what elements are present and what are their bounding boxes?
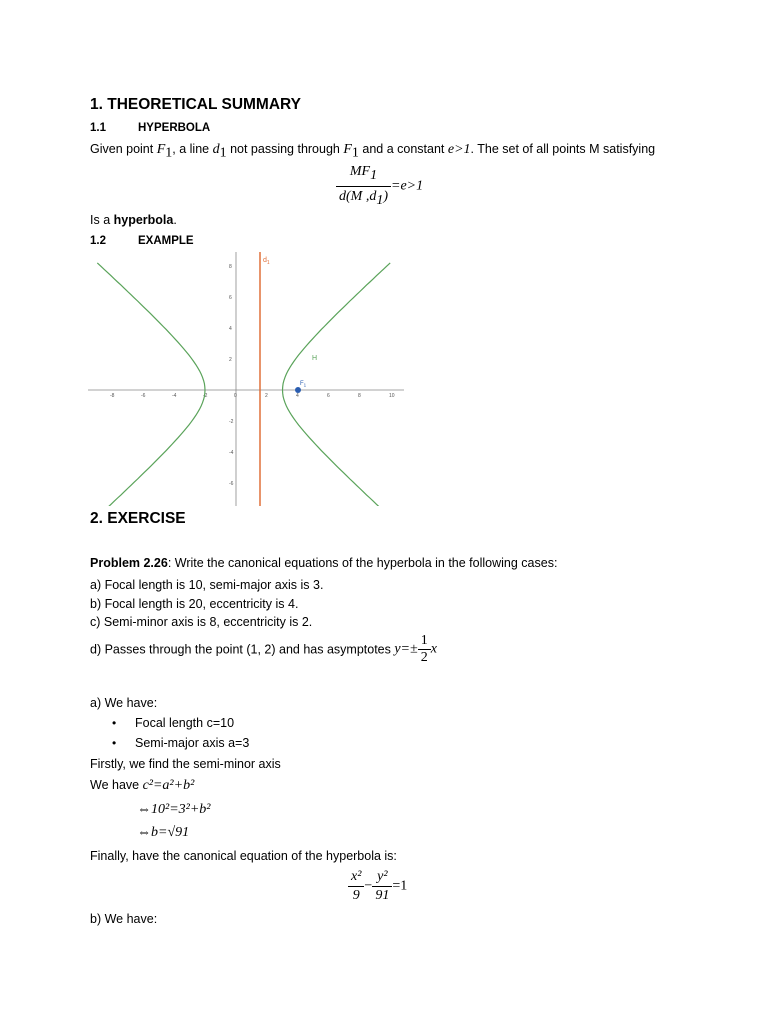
- bullet-dot: •: [112, 716, 117, 730]
- formula-fraction: [336, 162, 391, 211]
- fraction-x-num: x²: [348, 868, 364, 887]
- finally-line: Finally, have the canonical equation of the hyperbola is:: [90, 849, 397, 863]
- equation-line-1: [90, 778, 194, 794]
- case-a: a) Focal length is 10, semi-major axis is 3.: [90, 578, 324, 592]
- directrix-label: $d_1$: [263, 257, 270, 266]
- x-tick-label: -2: [203, 393, 208, 399]
- case-b: b) Focal length is 20, eccentricity is 4.: [90, 597, 299, 611]
- fraction-y-num: y²: [372, 868, 392, 887]
- fraction-x: [348, 868, 364, 905]
- def-point-f-sub: 1: [165, 145, 173, 161]
- y-tick-label: -4: [229, 450, 234, 456]
- case-d-math: y=±: [394, 641, 418, 657]
- formula-numerator: MF: [349, 164, 371, 179]
- is-a-end: .: [173, 213, 177, 227]
- minus-sign: −: [364, 878, 373, 894]
- y-tick-label: 4: [229, 326, 232, 332]
- x-tick-label: 8: [358, 393, 361, 399]
- problem-statement: [90, 556, 557, 570]
- formula-rhs: =e>1: [391, 178, 424, 194]
- problem-label: Problem 2.26: [90, 556, 168, 570]
- problem-text: : Write the canonical equations of the hyperbola in the following cases:: [167, 556, 558, 570]
- bullet-dot: •: [112, 736, 117, 750]
- is-a-text: Is a: [90, 213, 114, 227]
- case-d-x: x: [430, 641, 437, 657]
- fraction-x-den: 9: [352, 888, 360, 903]
- formula-denominator-end: ): [383, 188, 388, 204]
- fraction-y: [372, 868, 392, 905]
- def-line-d-sub: 1: [219, 145, 227, 161]
- case-d-fraction: [418, 633, 431, 666]
- case-d-numerator: 1: [418, 633, 431, 650]
- x-tick-label: -6: [141, 393, 146, 399]
- equation-rhs: =1: [392, 878, 408, 894]
- x-tick-label: 4: [296, 393, 299, 399]
- bullet-semi-major: Semi-major axis a=3: [135, 736, 250, 750]
- definition-formula: [336, 162, 423, 211]
- focus-point: [295, 387, 301, 393]
- formula-denominator: d(M ,d: [339, 188, 377, 204]
- subsection-number-2: 1.2: [90, 235, 106, 247]
- def-point-f: F: [156, 142, 166, 157]
- y-tick-label: -6: [229, 481, 234, 487]
- def-line-d: d: [212, 142, 220, 157]
- def-point-f-2-sub: 1: [351, 145, 359, 161]
- subsection-title-2: EXAMPLE: [138, 235, 194, 247]
- def-text-5: . The set of all points M satisfying: [470, 142, 656, 156]
- case-c: c) Semi-minor axis is 8, eccentricity is 2.: [90, 615, 313, 629]
- firstly-line: Firstly, we find the semi-minor axis: [90, 757, 281, 771]
- equation-1: c²=a²+b²: [142, 778, 195, 793]
- x-tick-label: 6: [327, 393, 330, 399]
- x-tick-label: -4: [172, 393, 177, 399]
- y-tick-label: 8: [229, 264, 232, 270]
- subsection-title: HYPERBOLA: [138, 122, 211, 134]
- exercise-title: 2. EXERCISE: [90, 510, 186, 527]
- definition-line: [90, 142, 655, 162]
- solution-a-intro: a) We have:: [90, 696, 158, 710]
- x-tick-label: -8: [110, 393, 115, 399]
- curve-label: H: [312, 355, 318, 362]
- equation-3: ⇔b=√91: [137, 825, 190, 840]
- fraction-y-den: 91: [375, 888, 390, 903]
- case-d: [90, 633, 437, 666]
- y-tick-labels: [229, 264, 234, 487]
- bullet-focal-length: Focal length c=10: [135, 716, 235, 730]
- def-constant-e: e>1: [447, 142, 471, 157]
- is-hyperbola-line: [90, 213, 177, 227]
- case-d-text: d) Passes through the point (1, 2) and has asymptotes: [90, 642, 395, 657]
- equation-2: ⇔10²=3²+b²: [137, 802, 211, 817]
- y-tick-label: -2: [229, 419, 234, 425]
- hyperbola-graph: [88, 252, 404, 506]
- x-tick-label: 10: [389, 393, 395, 399]
- y-tick-label: 6: [229, 295, 232, 301]
- formula-numerator-sub: 1: [370, 167, 378, 183]
- section-title: 1. THEORETICAL SUMMARY: [90, 96, 301, 113]
- def-text-1: Given point: [90, 142, 157, 156]
- def-text-2: , a line: [172, 142, 213, 156]
- hyperbola-term: hyperbola: [113, 213, 174, 227]
- formula-denominator-sub: 1: [376, 192, 384, 208]
- def-point-f-2: F: [343, 142, 352, 157]
- focus-label: $F_1$: [300, 381, 307, 388]
- solution-b-intro: b) We have:: [90, 912, 158, 926]
- canonical-equation: [348, 868, 407, 905]
- def-text-4: and a constant: [358, 142, 448, 156]
- x-tick-labels: [110, 393, 395, 399]
- we-have-text: We have: [90, 778, 143, 792]
- hyperbola-left-branch: [97, 263, 205, 506]
- subsection-number: 1.1: [90, 122, 106, 134]
- hyperbola-right-branch: [283, 263, 391, 506]
- case-d-denominator: 2: [420, 650, 428, 665]
- x-tick-label: 0: [234, 393, 237, 399]
- def-text-3: not passing through: [226, 142, 344, 156]
- y-tick-label: 2: [229, 357, 232, 363]
- x-tick-label: 2: [265, 393, 268, 399]
